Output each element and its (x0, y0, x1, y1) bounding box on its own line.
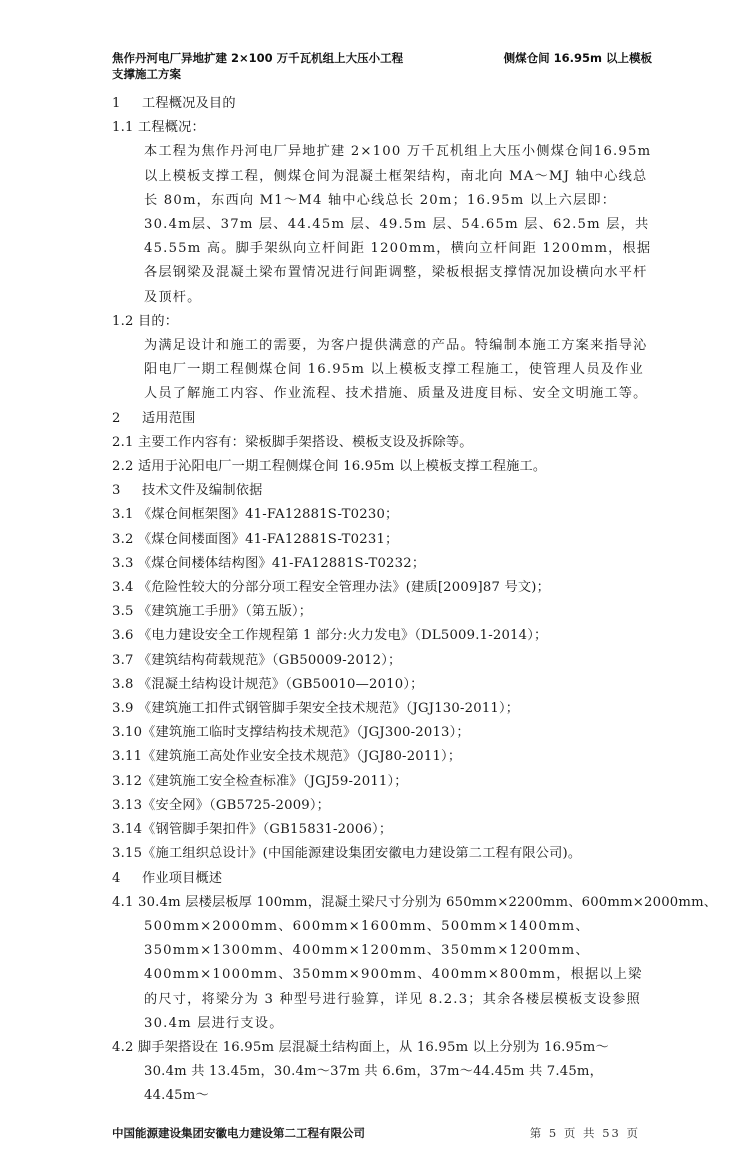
heading-1-1 (112, 116, 652, 140)
heading-text: 适用范围 (142, 410, 196, 426)
item-2-1: 2.1 主要工作内容有：梁板脚手架搭设、模板支设及拆除等。 (112, 434, 473, 450)
paragraph-purpose: 为满足设计和施工的需要，为客户提供满意的产品。特编制本施工方案来指导沁阳电厂一期工程侧煤仓间 16.95m 以上模板支撑工程施工，使管理人员及作业人员了解施工内容、作业流程、技术措施、质量及进度目标、安全文明施工等。 (144, 338, 648, 402)
paragraph-overview: 本工程为焦作丹河电厂异地扩建 2×100 万千瓦机组上大压小侧煤仓间16.95m 以上模板支撑工程，侧煤仓间为混凝土框架结构，南北向 MA～MJ 轴中心线总长 80m，东西向 M1～M4 轴中心线总长 20m；16.95m 以上六层即：30.4m层、37m 层、44.45m 层、49.5m 层、54.65m 层、62.5m 层，共 45.55m 高。脚手架纵向立杆间距 1200mm，横向立杆间距 1200mm，根据各层钢梁及混凝土梁布置情况进行间距调整，梁板根据支撑情况加设横向水平杆及顶杆。 (144, 144, 652, 305)
reference-item: 3.2 《煤仓间楼面图》41-FA12881S-T0231； (112, 531, 399, 547)
heading-number: 1.1 (112, 120, 134, 136)
page-number: 第 5 页 共 53 页 (529, 1126, 640, 1140)
item-text: 30.4m 层楼层板厚 100mm，混凝土梁尺寸分别为 650mm×2200mm、600mm×2000mm、 (137, 894, 718, 910)
heading-text: 工程概况： (137, 120, 205, 136)
header-subtitle: 支撑施工方案 (112, 67, 181, 81)
header-section-title: 侧煤仓间 16.95m 以上模板 (503, 51, 652, 65)
item-4-1-first-line (112, 891, 718, 915)
reference-item: 3.8 《混凝土结构设计规范》（GB50010—2010）； (112, 676, 424, 692)
reference-item: 3.9 《建筑施工扣件式钢管脚手架安全技术规范》（JGJ130-2011）； (112, 701, 520, 717)
heading-number: 1 (112, 96, 121, 111)
footer-company: 中国能源建设集团安徽电力建设第二工程有限公司 (112, 1126, 365, 1140)
reference-item: 3.3 《煤仓间楼体结构图》41-FA12881S-T0232； (112, 555, 426, 571)
item-4-1-continuation: 500mm×2000mm、600mm×1600mm、500mm×1400mm、350mm×1300mm、400mm×1200mm、350mm×1200mm、400mm×1000mm、350mm×900mm、400mm×800mm，根据以上梁的尺寸，将梁分为 3 种型号进行验算，详见 8.2.3；其余各楼层模板支设参照 30.4m 层进行支设。 (144, 918, 643, 1031)
heading-text: 工程概况及目的 (142, 96, 236, 111)
item-2-2: 2.2 适用于沁阳电厂一期工程侧煤仓间 16.95m 以上模板支撑工程施工。 (112, 459, 547, 475)
heading-number: 2 (112, 410, 121, 426)
heading-text: 作业项目概述 (142, 870, 223, 886)
reference-item: 3.5 《建筑施工手册》（第五版）； (112, 604, 313, 620)
heading-2 (112, 407, 652, 431)
heading-number: 1.2 (112, 313, 134, 329)
heading-1 (112, 92, 652, 116)
header-project-title: 焦作丹河电厂异地扩建 2×100 万千瓦机组上大压小工程 (112, 51, 404, 65)
document-body (112, 92, 718, 1109)
page-header (112, 50, 652, 82)
heading-number: 4 (112, 870, 121, 886)
reference-item: 3.11《建筑施工高处作业安全技术规范》（JGJ80-2011）； (112, 749, 462, 765)
item-number: 4.2 (112, 1039, 134, 1055)
heading-number: 3 (112, 483, 121, 499)
heading-3 (112, 479, 652, 503)
item-4-2-continuation: 30.4m 共 13.45m，30.4m～37m 共 6.6m，37m～44.45m 共 7.45m，44.45m～ (144, 1064, 604, 1104)
reference-item: 3.13《安全网》（GB5725-2009）； (112, 797, 331, 813)
heading-text: 目的： (137, 313, 179, 329)
reference-item: 3.1 《煤仓间框架图》41-FA12881S-T0230； (112, 507, 399, 523)
reference-item: 3.10《建筑施工临时支撑结构技术规范》（JGJ300-2013）； (112, 725, 470, 741)
heading-4 (112, 867, 652, 891)
reference-item: 3.6 《电力建设安全工作规程第 1 部分:火力发电》（DL5009.1-2014）； (112, 628, 548, 644)
heading-1-2 (112, 310, 652, 334)
reference-item: 3.15《施工组织总设计》(中国能源建设集团安徽电力建设第二工程有限公司)。 (112, 846, 582, 862)
item-text: 脚手架搭设在 16.95m 层混凝土结构面上，从 16.95m 以上分别为 16.95m～ (137, 1039, 609, 1055)
heading-text: 技术文件及编制依据 (142, 483, 263, 499)
reference-item: 3.7 《建筑结构荷载规范》（GB50009-2012）； (112, 652, 402, 668)
page-footer (112, 1125, 640, 1141)
reference-item: 3.14《钢管脚手架扣件》（GB15831-2006）； (112, 822, 393, 838)
item-4-2-first-line (112, 1036, 652, 1060)
item-number: 4.1 (112, 894, 134, 910)
reference-item: 3.4 《危险性较大的分部分项工程安全管理办法》(建质[2009]87 号文)； (112, 580, 550, 596)
reference-item: 3.12《建筑施工安全检查标准》（JGJ59-2011）； (112, 773, 408, 789)
